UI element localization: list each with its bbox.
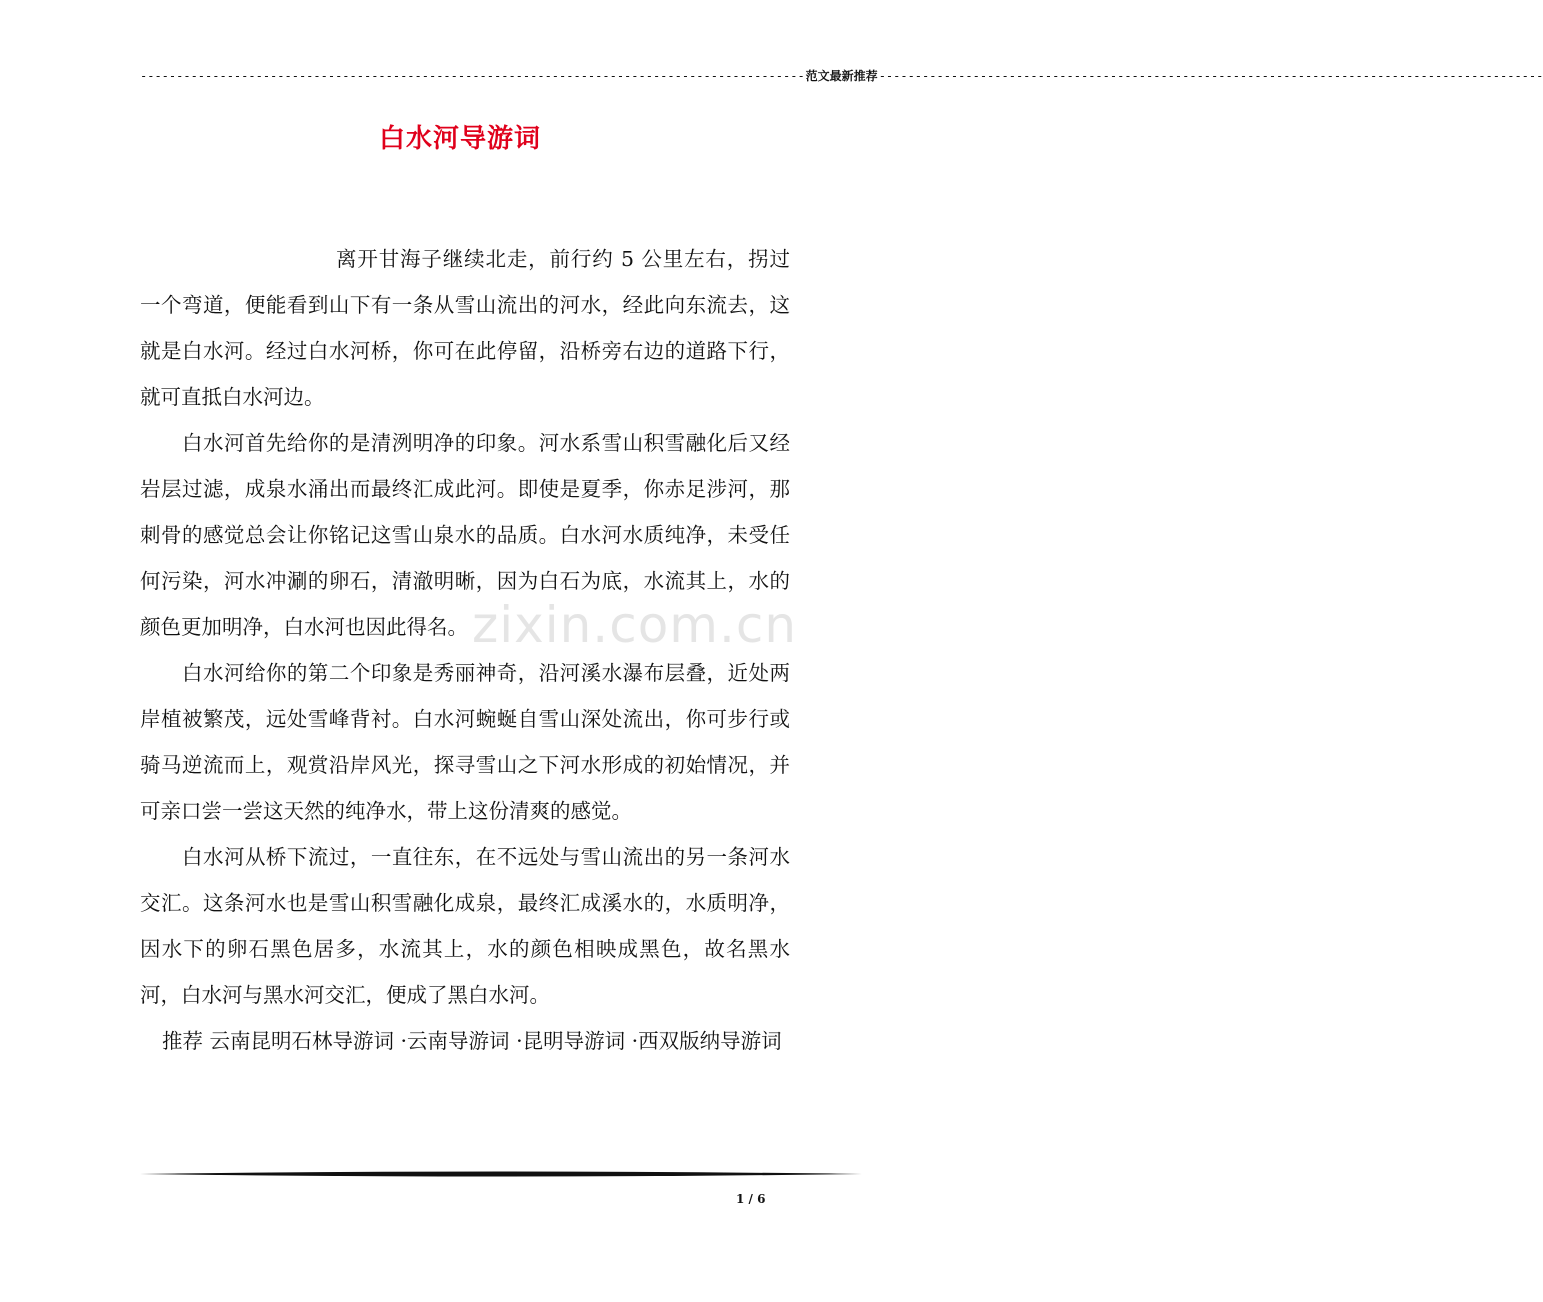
document-body — [140, 236, 790, 1064]
paragraph-3: 白水河给你的第二个印象是秀丽神奇，沿河溪水瀑布层叠，近处两岸植被繁茂，远处雪峰背衬。白水河蜿蜒自雪山深处流出，你可步行或骑马逆流而上，观赏沿岸风光，探寻雪山之下河水形成的初始情况，并可亲口尝一尝这天然的纯净水，带上这份清爽的感觉。 — [140, 661, 790, 823]
paragraph-1: 离开甘海子继续北走，前行约 5 公里左右，拐过一个弯道，便能看到山下有一条从雪山流出的河水，经此向东流去，这就是白水河。经过白水河桥，你可在此停留，沿桥旁右边的道路下行，就可直抵白水河边。 — [140, 247, 790, 409]
footer-rule — [140, 1170, 862, 1178]
paragraph-2: 白水河首先给你的是清洌明净的印象。河水系雪山积雪融化后又经岩层过滤，成泉水涌出而最终汇成此河。即使是夏季，你赤足涉河，那刺骨的感觉总会让你铭记这雪山泉水的品质。白水河水质纯净，未受任何污染，河水冲涮的卵石，清澈明晰，因为白石为底，水流其上，水的颜色更加明净，白水河也因此得名。 — [140, 431, 790, 639]
watermark: zixin.com.cn — [472, 596, 798, 654]
document-title: 白水河导游词 — [378, 124, 541, 154]
page-header — [140, 68, 1543, 84]
header-dashes-right: -------------------------------------------------------------------------------------------- — [878, 69, 1543, 83]
header-dashes-left: -------------------------------------------------------------------------------------------- — [140, 69, 805, 83]
recommend-links[interactable]: 推荐 云南昆明石林导游词 ·云南导游词 ·昆明导游词 ·西双版纳导游词 — [162, 1029, 782, 1053]
page-number: 1 / 6 — [736, 1192, 766, 1206]
header-label: 范文最新推荐 — [805, 69, 878, 83]
paragraph-4: 白水河从桥下流过，一直往东，在不远处与雪山流出的另一条河水交汇。这条河水也是雪山积雪融化成泉，最终汇成溪水的，水质明净，因水下的卵石黑色居多，水流其上，水的颜色相映成黑色，故名黑水河，白水河与黑水河交汇，便成了黑白水河。 — [140, 845, 790, 1007]
